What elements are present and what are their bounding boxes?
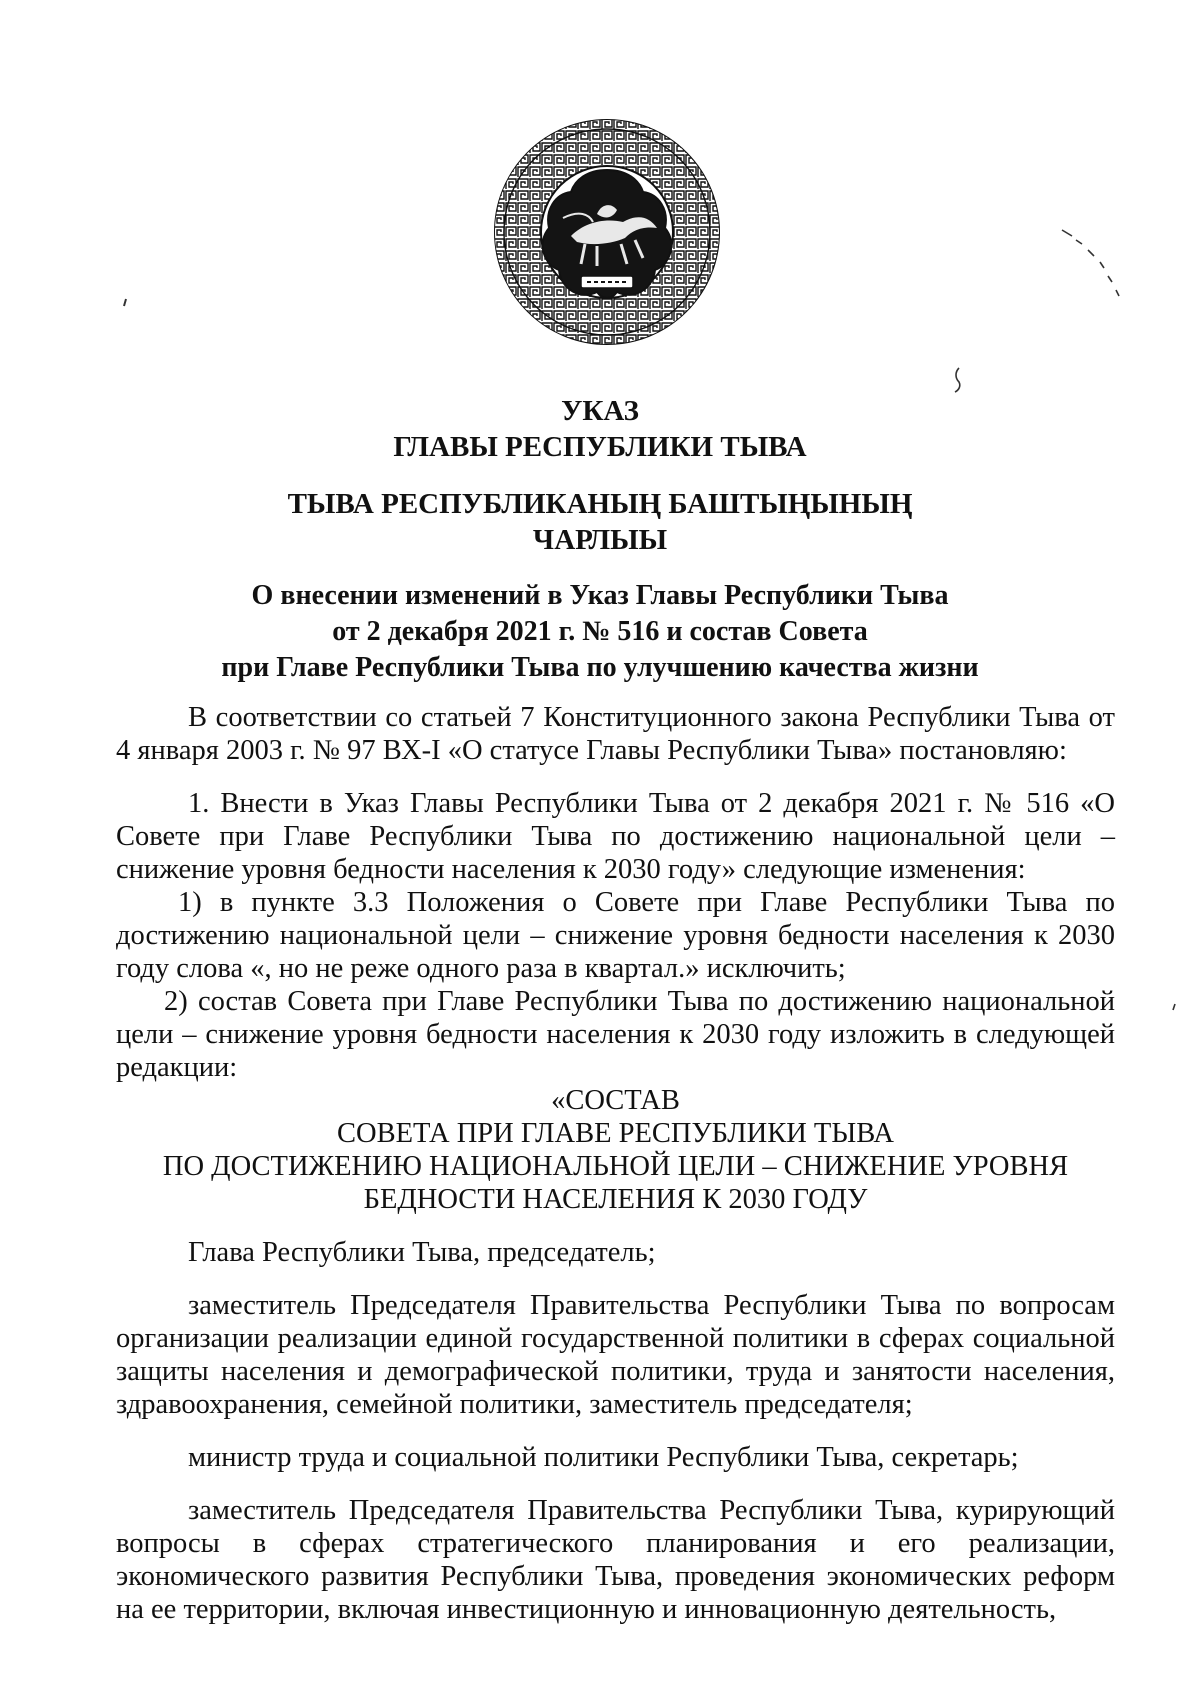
member-paragraph: министр труда и социальной политики Республики Тыва, секретарь; <box>188 1442 1019 1473</box>
subject-line: О внесении изменений в Указ Главы Республики Тыва <box>251 580 949 611</box>
member-paragraph: заместитель Председателя Правительства Республики Тыва, курирующий вопросы в сферах стратегического планирования и его реализации, экономического развития Республики Тыва, проведения экономических реформ на ее территории, включая инвестиционную и инновационную деятельность, <box>116 1495 1115 1625</box>
decree-header-tuvan <box>0 486 1200 558</box>
item-1-paragraph: 1. Внести в Указ Главы Республики Тыва от 2 декабря 2021 г. № 516 «О Совете при Главе Республики Тыва по достижению национальной цели – снижение уровня бедности населения к 2030 году» следующие изменения: <box>116 788 1115 885</box>
coat-of-arms-icon <box>493 118 721 346</box>
decree-title: УКАЗ <box>561 395 639 427</box>
composition-heading-line: ПО ДОСТИЖЕНИЮ НАЦИОНАЛЬНОЙ ЦЕЛИ – СНИЖЕНИЕ УРОВНЯ <box>162 1151 1069 1182</box>
member-paragraph: заместитель Председателя Правительства Республики Тыва по вопросам организации реализации единой государственной политики в сферах социальной защиты населения и демографической политики, труда и занятости населения, здравоохранения, семейной политики, заместитель председателя; <box>116 1290 1115 1420</box>
decree-issuer-tuvan: ТЫВА РЕСПУБЛИКАНЫҢ БАШТЫҢЫНЫҢ <box>287 488 913 520</box>
item-1-2-paragraph: 2) состав Совета при Главе Республики Тыва по достижению национальной цели – снижение уровня бедности населения к 2030 году изложить в следующей редакции: <box>116 986 1115 1083</box>
subject-line: при Главе Республики Тыва по улучшению качества жизни <box>221 652 979 683</box>
composition-heading <box>88 1084 1143 1216</box>
coat-of-arms-graphic <box>493 118 721 346</box>
composition-heading-line: «СОСТАВ <box>551 1085 680 1116</box>
decree-header <box>0 393 1200 465</box>
subject-line: от 2 декабря 2021 г. № 516 и состав Совета <box>332 616 868 647</box>
composition-heading-line: СОВЕТА ПРИ ГЛАВЕ РЕСПУБЛИКИ ТЫВА <box>336 1118 894 1149</box>
composition-heading-line: БЕДНОСТИ НАСЕЛЕНИЯ К 2030 ГОДУ <box>363 1184 868 1215</box>
item-1-1-paragraph: 1) в пункте 3.3 Положения о Совете при Главе Республики Тыва по достижению национальной цели – снижение уровня бедности населения к 2030 году слова «, но не реже одного раза в квартал.» исключить; <box>116 887 1115 984</box>
decree-subject <box>0 578 1200 686</box>
decree-issuer: ГЛАВЫ РЕСПУБЛИКИ ТЫВА <box>393 431 807 463</box>
preamble-paragraph: В соответствии со статьей 7 Конституционного закона Республики Тыва от 4 января 2003 г. № 97 ВХ-I «О статусе Главы Республики Тыва» постановляю: <box>116 702 1115 766</box>
member-paragraph: Глава Республики Тыва, председатель; <box>188 1237 656 1268</box>
decree-body <box>116 701 1115 1626</box>
decree-title-tuvan: ЧАРЛЫЫ <box>532 524 668 556</box>
